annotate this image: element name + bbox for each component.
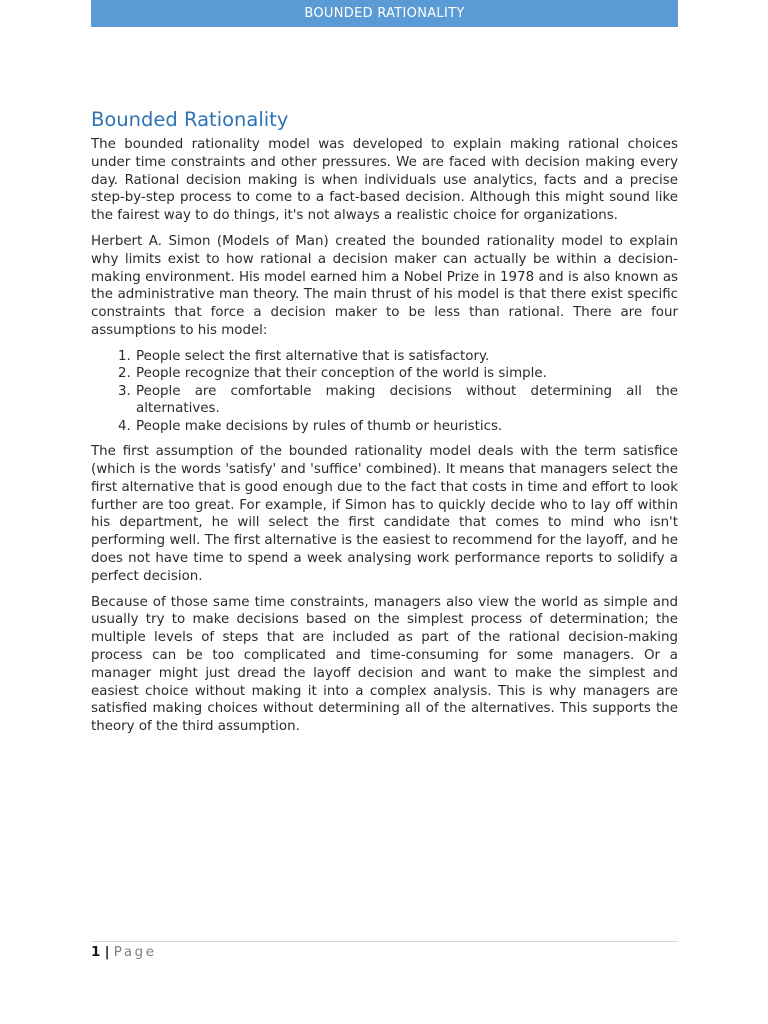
document-body — [91, 107, 678, 744]
paragraph-intro: The bounded rationality model was developed to explain making rational choices under time constraints and other pressures. We are faced with decision making every day. Rational decision making is when individuals use analytics, facts and a precise step-by-step process to come to a fact-based decision. Although this might sound like the fairest way to do things, it's not always a realistic choice for organizations. — [91, 137, 678, 224]
assumptions-list — [91, 348, 678, 436]
list-item: 4. People make decisions by rules of thumb or heuristics. — [135, 418, 678, 436]
page-footer — [91, 944, 157, 961]
paragraph-time-constraints: Because of those same time constraints, managers also view the world as simple and usually try to make decisions based on the simplest process of determination; the multiple levels of steps that are included as part of the rational decision-making process can be too complicated and time-consuming for some managers. Or a manager might just dread the layoff decision and want to make the simplest and easiest choice without making it into a complex analysis. This is why managers are satisfied making choices without determining all of the alternatives. This supports the theory of the third assumption. — [91, 594, 678, 735]
list-item: 3. People are comfortable making decisions without determining all the alternatives. — [135, 383, 678, 418]
paragraph-simon: Herbert A. Simon (Models of Man) created the bounded rationality model to explain why limits exist to how rational a decision maker can actually be within a decision-making environment. His model earned him a Nobel Prize in 1978 and is also known as the administrative man theory. The main thrust of his model is that there exist specific constraints that force a decision maker to be less than rational. There are four assumptions to his model: — [91, 233, 678, 338]
footer-separator: | — [104, 945, 110, 960]
list-item: 1. People select the first alternative that is satisfactory. — [135, 348, 678, 366]
running-header: BOUNDED RATIONALITY — [91, 0, 678, 27]
list-item: 2. People recognize that their conception of the world is simple. — [135, 365, 678, 383]
footer-divider — [91, 941, 678, 942]
section-heading: Bounded Rationality — [91, 108, 289, 131]
paragraph-first-assumption: The first assumption of the bounded rationality model deals with the term satisfice (which is the words 'satisfy' and 'suffice' combined). It means that managers select the first alternative that is good enough due to the fact that costs in time and effort to look further are too great. For example, if Simon has to quickly decide who to lay off within his department, he will select the first candidate that comes to mind who isn't performing well. The first alternative is the easiest to recommend for the layoff, and he does not have time to spend a week analysing work performance reports to solidify a perfect decision. — [91, 444, 678, 584]
page-number: 1 — [91, 945, 101, 960]
page-label: Page — [113, 945, 157, 960]
